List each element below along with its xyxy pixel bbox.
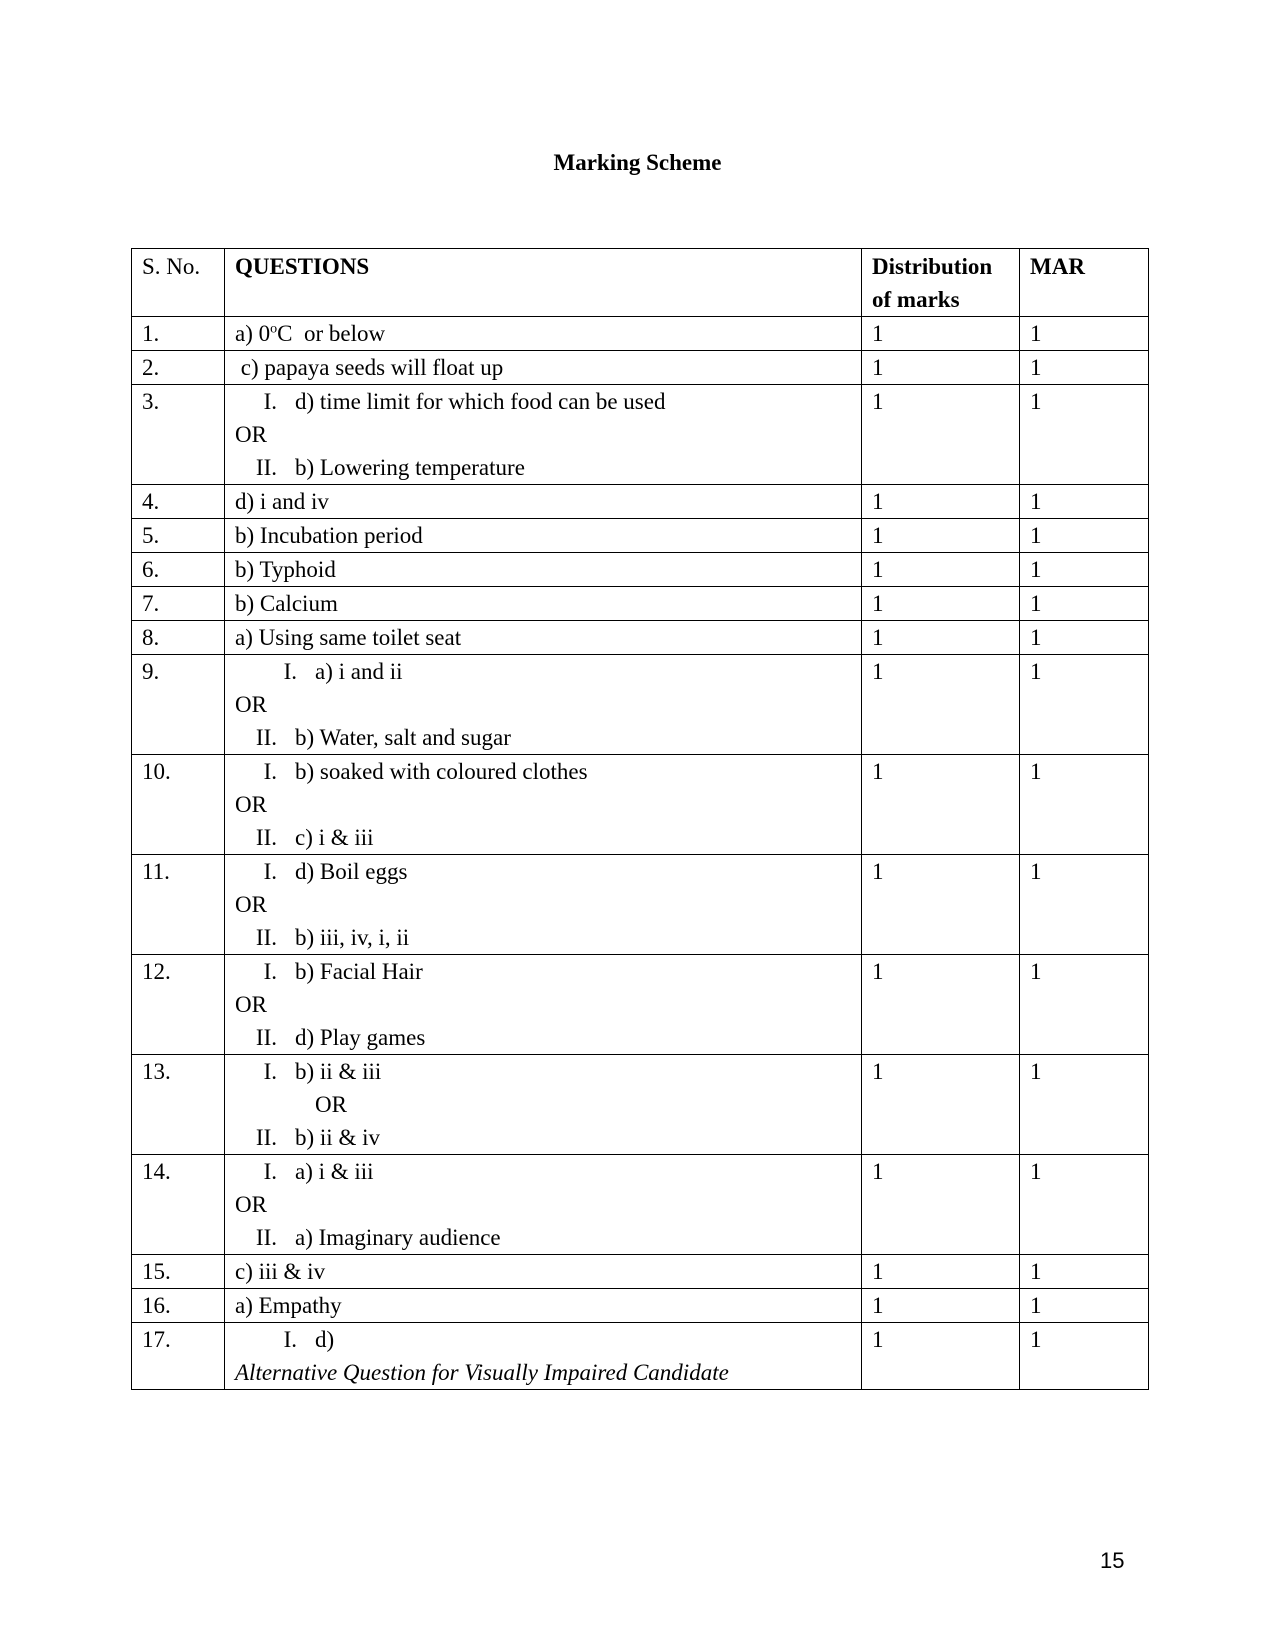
- answer-cell: I. b) soaked with coloured clothes OR II. c) i & iii: [225, 755, 862, 855]
- distribution-cell: 1: [862, 855, 1020, 955]
- page-number: 15: [1100, 1548, 1125, 1573]
- answer-cell: I. d) Alternative Question for Visually Impaired Candidate: [225, 1323, 862, 1390]
- table-row: [132, 855, 1149, 955]
- answer-cell: I. a) i and ii OR II. b) Water, salt and sugar: [225, 655, 862, 755]
- sno-cell: 9.: [132, 655, 225, 755]
- table-row: [132, 485, 1149, 519]
- mar-cell: 1: [1020, 519, 1149, 553]
- sno-cell: 14.: [132, 1155, 225, 1255]
- answer-cell: a) Empathy: [225, 1289, 862, 1323]
- header-distribution: Distribution of marks: [862, 249, 1020, 317]
- sno-cell: 11.: [132, 855, 225, 955]
- distribution-cell: 1: [862, 385, 1020, 485]
- distribution-cell: 1: [862, 317, 1020, 351]
- table-row: [132, 1323, 1149, 1390]
- table-row: [132, 553, 1149, 587]
- sno-cell: 8.: [132, 621, 225, 655]
- answer-cell: I. d) time limit for which food can be used OR II. b) Lowering temperature: [225, 385, 862, 485]
- distribution-cell: 1: [862, 587, 1020, 621]
- distribution-cell: 1: [862, 955, 1020, 1055]
- table-row: [132, 587, 1149, 621]
- table-row: [132, 1289, 1149, 1323]
- sno-cell: 17.: [132, 1323, 225, 1390]
- table-row: [132, 1155, 1149, 1255]
- answer-cell: b) Typhoid: [225, 553, 862, 587]
- distribution-cell: 1: [862, 1323, 1020, 1390]
- sno-cell: 5.: [132, 519, 225, 553]
- mar-cell: 1: [1020, 1323, 1149, 1390]
- answer-cell: d) i and iv: [225, 485, 862, 519]
- table-row: [132, 755, 1149, 855]
- table-row: [132, 655, 1149, 755]
- answer-cell: I. d) Boil eggs OR II. b) iii, iv, i, ii: [225, 855, 862, 955]
- mar-cell: 1: [1020, 587, 1149, 621]
- table-row: [132, 955, 1149, 1055]
- answer-cell: b) Incubation period: [225, 519, 862, 553]
- sno-cell: 2.: [132, 351, 225, 385]
- mar-cell: 1: [1020, 1055, 1149, 1155]
- mar-cell: 1: [1020, 855, 1149, 955]
- table-row: [132, 621, 1149, 655]
- table-row: [132, 385, 1149, 485]
- distribution-cell: 1: [862, 351, 1020, 385]
- sno-cell: 6.: [132, 553, 225, 587]
- table-row: [132, 1055, 1149, 1155]
- mar-cell: 1: [1020, 317, 1149, 351]
- distribution-cell: 1: [862, 519, 1020, 553]
- answer-cell: I. b) ii & iii OR II. b) ii & iv: [225, 1055, 862, 1155]
- marking-scheme-table: [131, 248, 1149, 1390]
- sno-cell: 4.: [132, 485, 225, 519]
- distribution-cell: 1: [862, 755, 1020, 855]
- answer-cell: I. b) Facial Hair OR II. d) Play games: [225, 955, 862, 1055]
- answer-cell: b) Calcium: [225, 587, 862, 621]
- mar-cell: 1: [1020, 755, 1149, 855]
- sno-cell: 7.: [132, 587, 225, 621]
- distribution-cell: 1: [862, 553, 1020, 587]
- header-questions: QUESTIONS: [225, 249, 862, 317]
- distribution-cell: 1: [862, 655, 1020, 755]
- header-sno: S. No.: [132, 249, 225, 317]
- sno-cell: 13.: [132, 1055, 225, 1155]
- mar-cell: 1: [1020, 955, 1149, 1055]
- mar-cell: 1: [1020, 621, 1149, 655]
- header-mar: MAR: [1020, 249, 1149, 317]
- distribution-cell: 1: [862, 1255, 1020, 1289]
- alternative-question-note: Alternative Question for Visually Impaired Candidate: [235, 1360, 729, 1385]
- answer-cell: I. a) i & iii OR II. a) Imaginary audience: [225, 1155, 862, 1255]
- sno-cell: 16.: [132, 1289, 225, 1323]
- mar-cell: 1: [1020, 351, 1149, 385]
- sno-cell: 3.: [132, 385, 225, 485]
- answer-cell: a) 0$^o$C or below: [225, 317, 862, 351]
- answer-cell: a) Using same toilet seat: [225, 621, 862, 655]
- mar-cell: 1: [1020, 1289, 1149, 1323]
- mar-cell: 1: [1020, 553, 1149, 587]
- distribution-cell: 1: [862, 621, 1020, 655]
- answer-cell: c) papaya seeds will float up: [225, 351, 862, 385]
- table-row: [132, 351, 1149, 385]
- sno-cell: 1.: [132, 317, 225, 351]
- table-row: [132, 1255, 1149, 1289]
- sno-cell: 10.: [132, 755, 225, 855]
- distribution-cell: 1: [862, 1055, 1020, 1155]
- table-row: [132, 519, 1149, 553]
- distribution-cell: 1: [862, 1155, 1020, 1255]
- mar-cell: 1: [1020, 485, 1149, 519]
- table-row: [132, 317, 1149, 351]
- mar-cell: 1: [1020, 1155, 1149, 1255]
- distribution-cell: 1: [862, 485, 1020, 519]
- mar-cell: 1: [1020, 655, 1149, 755]
- mar-cell: 1: [1020, 385, 1149, 485]
- sno-cell: 12.: [132, 955, 225, 1055]
- answer-cell: c) iii & iv: [225, 1255, 862, 1289]
- distribution-cell: 1: [862, 1289, 1020, 1323]
- page-title: Marking Scheme: [553, 150, 722, 175]
- sno-cell: 15.: [132, 1255, 225, 1289]
- mar-cell: 1: [1020, 1255, 1149, 1289]
- table-header-row: [132, 249, 1149, 317]
